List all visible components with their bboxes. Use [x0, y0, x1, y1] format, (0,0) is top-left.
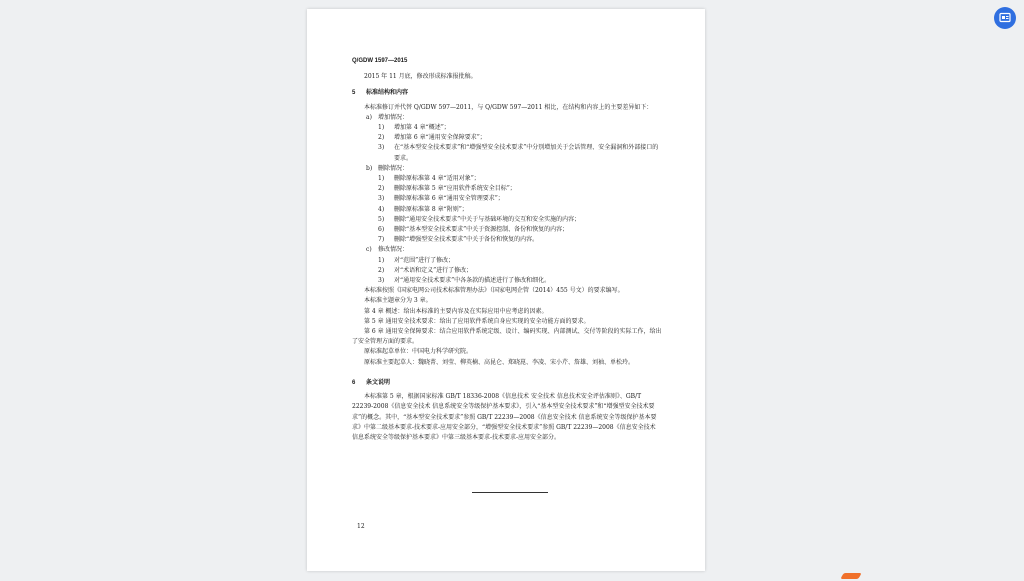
list-label: 修改情况： — [378, 246, 409, 254]
list-marker: c) — [366, 246, 372, 254]
list-text: 对“范围”进行了修改； — [394, 256, 455, 264]
list-text: 删除原标准第 4 章“适用对象”； — [394, 175, 480, 183]
list-item — [352, 113, 662, 123]
list-item — [352, 256, 662, 266]
app-panel-icon — [999, 9, 1011, 28]
list-marker: 2) — [378, 266, 385, 274]
list-item — [352, 205, 662, 215]
paragraph: 第 6 章 通用安全保障要求：结合应用软件系统定级、设计、编码实现、内部测试、交付等阶段的实际工作，给出了安全管理方面的要求。 — [352, 328, 662, 346]
section-heading-5 — [352, 88, 662, 98]
section-heading-6 — [352, 378, 662, 388]
document-id: Q/GDW 1597—2015 — [352, 58, 408, 64]
list-text: 对“通用安全技术要求”中各条款的描述进行了修改和细化。 — [394, 277, 551, 285]
paragraph: 本标准主题章分为 3 章。 — [364, 297, 432, 305]
list-text: 在“基本型安全技术要求”和“增强型安全技术要求”中分别增加关于会话管理、安全漏洞和外部接口的要求。 — [394, 144, 659, 162]
paragraph: 原标准主要起草人：魏晓菁、刘莹、柳英楠、高昆仑、郑晓崑、李凌、宋小芹、詹雄、刘袖、单松玲。 — [364, 358, 635, 366]
paragraph: 本标准按照《国家电网公司技术标准管理办法》（国家电网企管（2014）455 号文）的要求编写。 — [364, 287, 624, 295]
list-label: 删除情况： — [378, 164, 409, 172]
list-item — [352, 225, 662, 235]
list-marker: 4) — [378, 205, 385, 213]
list-item — [352, 235, 662, 245]
paragraph: 原标准起草单位：中国电力科学研究院。 — [364, 348, 473, 356]
list-text: 删除原标准第 6 章“通用安全管理要求”； — [394, 195, 504, 203]
list-item — [352, 123, 662, 133]
list-marker: 7) — [378, 236, 385, 244]
list-text: 删除原标准第 5 章“应用软件系统安全目标”； — [394, 185, 516, 193]
document-body — [352, 56, 662, 443]
list-marker: 3) — [378, 144, 385, 152]
paragraph: 第 5 章 通用安全技术要求：给出了应用软件系统自身应实现的安全功能方面的要求。 — [364, 317, 590, 325]
list-marker: b) — [366, 164, 373, 172]
list-text: 增加第 6 章“通用安全保障要求”； — [394, 134, 486, 142]
list-text: 删除原标准第 8 章“附则”； — [394, 205, 468, 213]
list-item — [352, 276, 662, 286]
list-item — [352, 184, 662, 194]
section-number: 5 — [352, 90, 356, 97]
list-item — [352, 194, 662, 204]
section-lead-paragraph: 本标准修订并代替 Q/GDW 597—2011，与 Q/GDW 597—2011 相比，在结构和内容上的主要差异如下： — [364, 103, 653, 111]
list-marker: 3) — [378, 277, 385, 285]
list-item — [352, 164, 662, 174]
document-page — [307, 9, 705, 571]
end-rule — [472, 492, 548, 493]
list-marker: 1) — [378, 256, 385, 264]
list-label: 增加情况： — [378, 113, 409, 121]
list-marker: 2) — [378, 134, 385, 142]
list-item — [352, 266, 662, 276]
paragraph: 第 4 章 概述：给出本标准的主要内容及在实际应用中应考虑的因素。 — [364, 307, 548, 315]
list-item — [352, 215, 662, 225]
list-marker: 2) — [378, 185, 385, 193]
list-text: 对“术语和定义”进行了修改； — [394, 266, 473, 274]
list-marker: 3) — [378, 195, 385, 203]
intro-paragraph: 2015 年 11 月底，修改形成标准报批稿。 — [364, 73, 477, 81]
list-text: 删除“通用安全技术要求”中关于与基础环境的交互和安全实施的内容； — [394, 215, 581, 223]
section-number: 6 — [352, 379, 356, 386]
section-body-paragraph: 本标准第 5 章，根据国家标准 GB/T 18336-2008《信息技术 安全技术 信息技术安全评估准则》、GB/T 22239-2008《信息安全技术 信息系统安全等级保护基本要求》，引入“基本型安全技术要求”和“增强型安全技术要求”的概念。其中，“基本型安全技术要求”参照 GB/T 22239—2008《信息安全技术 信息系统安全等级保护基本要求》中第二级基本要求-技术要求-应用安全部分，“增强型安全技术要求”参照 GB/T 22239—2008《信息安全技术 信息系统安全等级保护基本要求》中第三级基本要求-技术要求-应用安全部分。 — [352, 393, 657, 441]
list-text: 增加第 4 章“概述”； — [394, 124, 450, 132]
list-marker: 1) — [378, 175, 385, 183]
section-title: 条文说明 — [366, 379, 391, 386]
list-item — [352, 133, 662, 143]
list-text: 删除“增强型安全技术要求”中关于备份和恢复的内容。 — [394, 236, 539, 244]
section-title: 标准结构和内容 — [366, 90, 409, 97]
list-item — [352, 174, 662, 184]
list-marker: 6) — [378, 226, 385, 234]
page-number: 12 — [357, 523, 365, 530]
list-item — [352, 245, 662, 255]
list-marker: a) — [366, 113, 372, 121]
list-text: 删除“基本型安全技术要求”中关于资源控制、备份和恢复的内容； — [394, 226, 569, 234]
list-marker: 5) — [378, 215, 385, 223]
list-marker: 1) — [378, 124, 385, 132]
list-item — [352, 143, 662, 163]
orange-corner-mark — [840, 573, 861, 579]
app-panel-button[interactable] — [994, 7, 1016, 29]
